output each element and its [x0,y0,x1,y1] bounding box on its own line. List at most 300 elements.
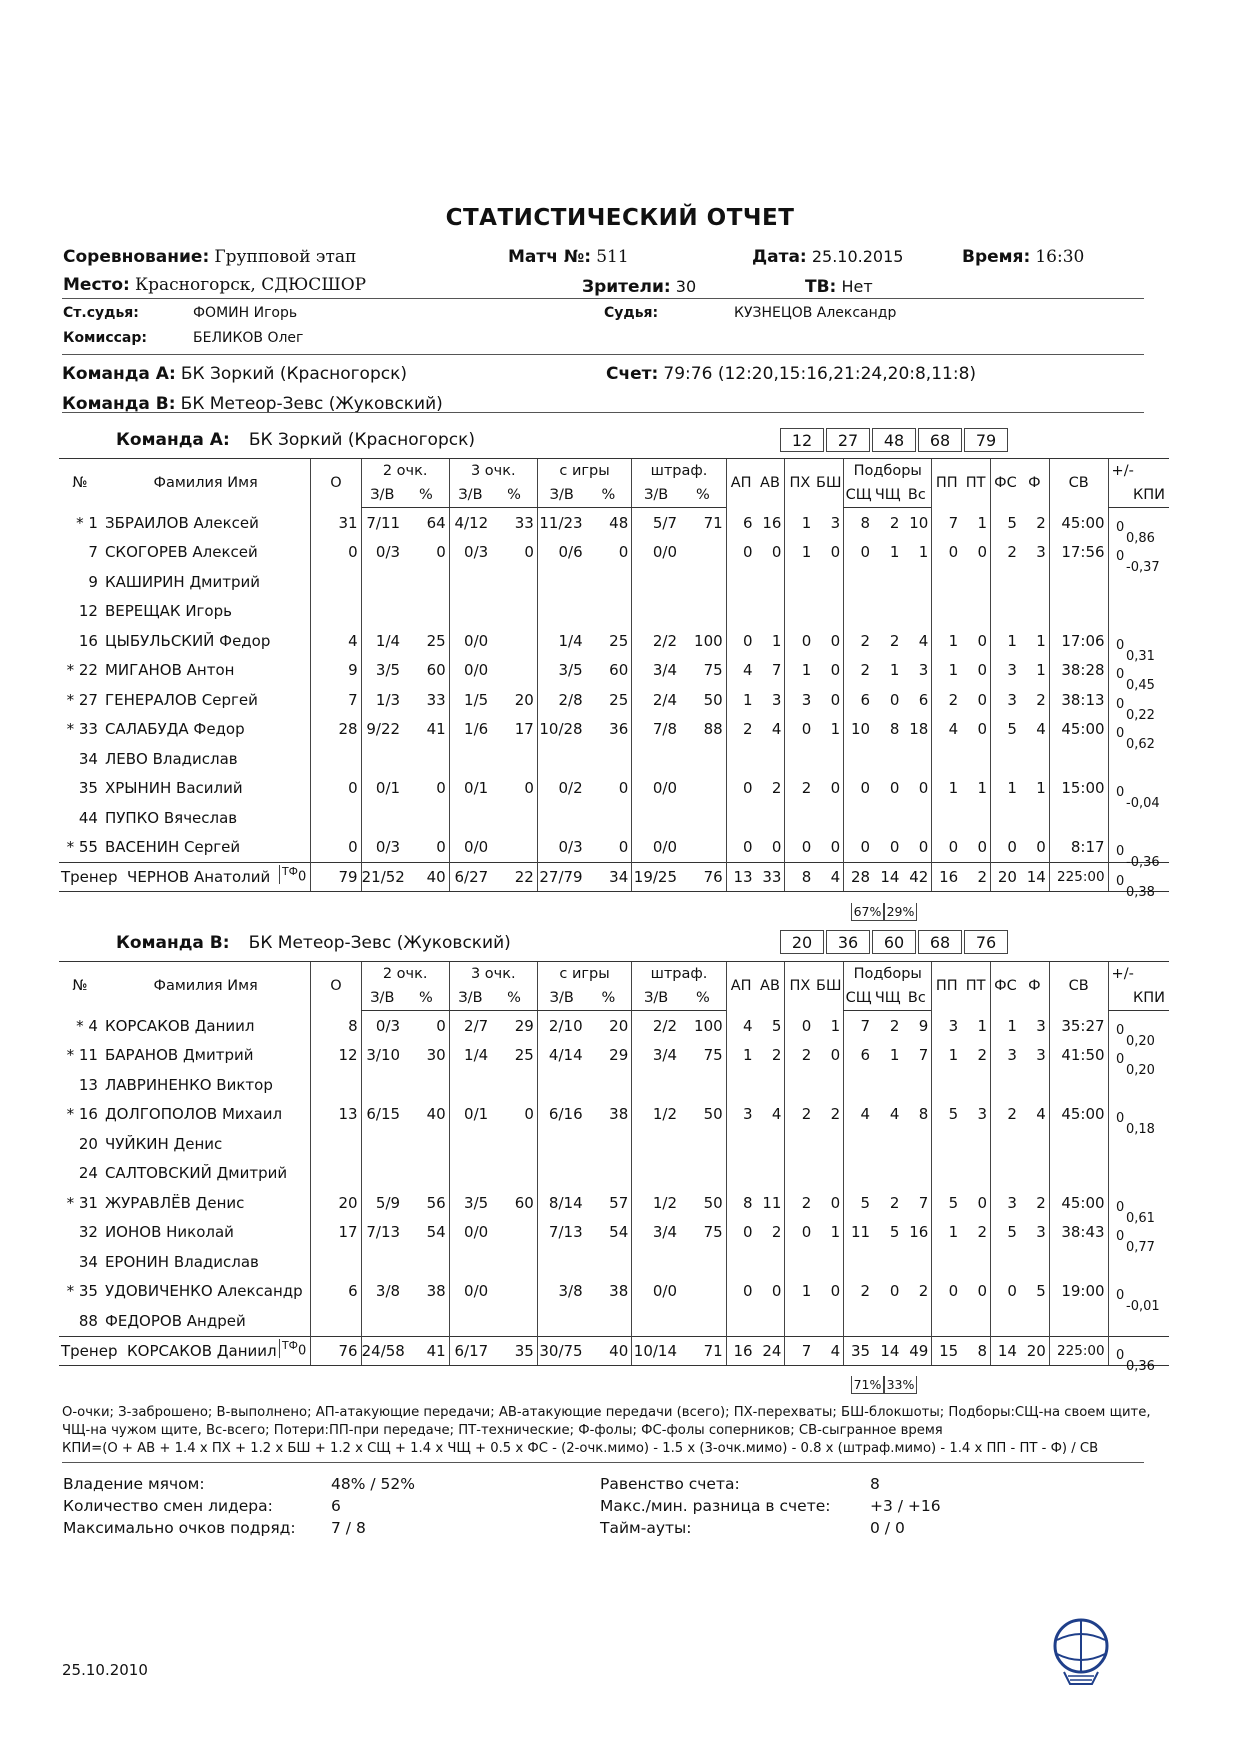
starter-mark: * [66,1193,75,1212]
stat-cell [991,567,1020,597]
tf-label: ТФ [282,1338,298,1352]
stat-cell: 38:13 [1049,685,1108,715]
stat-cell: 4 [889,1105,900,1124]
player-name: СКОГОРЕВ Алексей [104,543,258,562]
total-cell: 14 [1020,863,1049,892]
stat-cell: 56 [426,1193,446,1212]
stat-cell [1020,1129,1049,1159]
stat-cell: 0 [771,838,782,857]
stat-cell: 71 [703,513,723,532]
stat-cell [1049,744,1108,774]
stat-cell: 38 [609,1282,629,1301]
plus-minus: 0 [1116,549,1125,565]
stat-cell: 0 [844,774,873,804]
stat-cell: 75 [703,661,723,680]
stat-cell: 2 [785,774,814,804]
stat-cell [537,1247,585,1277]
coach-label: Тренер [61,868,118,886]
quarter-score: 60 [872,930,916,954]
plus-minus: 0 [1116,844,1125,860]
stat-cell: 25 [514,1046,534,1065]
total-cell: 79 [311,863,361,892]
col-fouls: Ф [1020,459,1049,508]
player-no: 4 [88,1016,98,1035]
totals-row [59,1336,1169,1365]
stat-cell [1049,1247,1108,1277]
stat-cell: 20 [311,1188,361,1218]
stat-cell [1020,744,1049,774]
kpi-cell [1108,597,1169,627]
stat-cell [991,1306,1020,1336]
stat-cell: 6 [311,1277,361,1307]
total-cell: 40 [586,1336,632,1365]
stat-cell: 54 [426,1223,446,1242]
table-row [59,1129,1169,1159]
col-ast-all: АВ [756,962,785,1011]
kpi-value: 0,77 [1126,1240,1155,1256]
stat-cell [491,567,537,597]
stat-cell: 45:00 [1049,1188,1108,1218]
stat-cell: 11 [762,1193,782,1212]
stat-cell: 5/9 [361,1188,403,1218]
stat-cell: 4 [844,1100,873,1130]
stat-cell [932,597,961,627]
stat-cell [844,597,873,627]
col-ft: штраф. [632,459,726,484]
stat-cell: 75 [703,1046,723,1065]
stat-cell [586,1247,632,1277]
stat-cell [1020,1306,1049,1336]
stat-cell: 19:00 [1049,1277,1108,1307]
stat-cell: 4 [1036,1105,1046,1124]
player-name: ЕРОНИН Владислав [104,1252,259,1271]
stat-cell: 1 [932,626,961,656]
stat-cell: 3 [1036,543,1046,562]
stat-cell: 0 [830,1193,841,1212]
stat-cell [961,1247,990,1277]
player-no: 34 [78,1252,98,1271]
stat-cell: 1 [771,631,782,650]
leader-changes-label: Количество смен лидера: [63,1497,273,1515]
stat-cell [756,744,785,774]
stat-cell: 10 [909,513,929,532]
stat-cell: 3/4 [632,656,680,686]
stat-cell: 0 [991,1277,1020,1307]
stat-cell: 1/2 [632,1100,680,1130]
stat-cell [1049,1129,1108,1159]
total-cell: 40 [403,863,449,892]
legend-line: КПИ=(О + АВ + 1.4 х ПХ + 1.2 х БШ + 1.2 х СЩ + 1.4 х ЧЩ + 0.5 х ФС - (2-очк.мимо) - 1.5 х (3-очк.мимо) - 0.8 х (штраф.мимо) - 1.4 х ПП - ПТ - Ф) / СВ [62,1441,1099,1456]
stat-cell: 0 [889,838,900,857]
stat-cell: 0/3 [361,538,403,568]
stat-cell [311,1070,361,1100]
stat-cell [1020,1070,1049,1100]
stat-cell: 33 [514,513,534,532]
player-no: 20 [78,1134,98,1153]
tv-value: Нет [841,277,873,296]
leader-changes-value: 6 [331,1497,341,1515]
stat-cell [403,1247,449,1277]
table-row [59,538,1169,568]
stat-cell [932,1070,961,1100]
stat-cell [844,744,873,774]
col-fouls-drawn: ФС [991,459,1020,508]
stat-cell: 8 [918,1105,929,1124]
player-no: 1 [88,513,98,532]
stat-cell: 2 [977,1046,988,1065]
stat-cell: 2 [889,631,900,650]
stat-cell [756,597,785,627]
stat-cell [361,567,403,597]
stat-cell: 1 [889,1046,900,1065]
stat-cell: 7 [932,508,961,538]
reb-off-pct: 29% [884,903,917,921]
col-fouls-drawn: ФС [991,962,1020,1011]
kpi-cell [1108,626,1169,664]
player-no: 16 [78,1105,98,1124]
starter-mark: * [76,513,84,532]
kpi-cell [1108,1100,1169,1138]
player-no: 22 [78,661,98,680]
stat-cell: 0/1 [361,774,403,804]
kpi-value: -0,36 [1126,855,1160,871]
stat-cell: 11 [844,1218,873,1248]
stat-cell: 0/0 [449,833,491,863]
stat-cell: 0 [830,1282,841,1301]
total-cell: 20 [991,863,1020,892]
stat-cell: 2 [844,1277,873,1307]
stat-cell [785,597,814,627]
total-cell: 8 [785,863,814,892]
col-reb: Подборы [844,962,932,987]
player-no: 9 [88,572,98,591]
stat-cell: 0/0 [632,538,680,568]
player-no: 35 [78,1282,98,1301]
reb-off-pct: 33% [884,1376,917,1394]
stat-cell: 40 [426,1105,446,1124]
stat-cell [873,1070,902,1100]
stat-cell [726,567,755,597]
competition-field [63,247,356,267]
stat-cell: 2 [991,538,1020,568]
legend-line: О-очки; З-заброшено; В-выполнено; АП-атакующие передачи; АВ-атакующие передачи (всего); ПХ-перехваты; БШ-блокшоты; Подборы:СЩ-на своем щите, [62,1405,1151,1420]
player-number [59,538,101,568]
stat-cell [537,803,585,833]
stat-cell: 0 [977,838,988,857]
time-label: Время: [962,247,1031,267]
total-cell: 8 [961,1336,990,1365]
stat-cell: 2 [1036,1193,1046,1212]
player-no: 13 [78,1075,98,1094]
stat-cell: 38 [426,1282,446,1301]
kpi-value: 0,36 [1126,1358,1155,1374]
col-pts: О [311,962,361,1011]
table-row [59,1011,1169,1041]
stat-cell [991,1159,1020,1189]
stat-cell: 7 [771,661,782,680]
stat-cell: 45:00 [1049,1100,1108,1130]
stat-cell [756,803,785,833]
table-row [59,1041,1169,1071]
stat-cell: 2 [889,1016,900,1035]
total-cell: 24 [756,1336,785,1365]
stat-cell [814,744,843,774]
table-row [59,1159,1169,1189]
stat-cell: 1/2 [632,1188,680,1218]
stat-cell [726,1247,755,1277]
legend-divider [62,1462,1144,1463]
technical-fouls [279,865,306,884]
timeouts-value: 0 / 0 [870,1519,905,1537]
stat-cell [902,744,931,774]
stat-cell [311,1159,361,1189]
stat-cell [991,1070,1020,1100]
stat-cell [491,1129,537,1159]
stat-cell: 29 [514,1016,534,1035]
stat-cell [586,803,632,833]
player-name: ЖУРАВЛЁВ Денис [104,1193,245,1212]
player-name: ЛАВРИНЕНКО Виктор [104,1075,273,1094]
stat-cell [873,597,902,627]
total-cell: 10/14 [632,1336,680,1365]
stat-cell [361,1129,403,1159]
stat-cell: 2 [918,1282,929,1301]
stat-cell [491,1218,537,1248]
player-name: ПУПКО Вячеслав [104,808,238,827]
team-b-label: Команда В: [62,394,176,414]
stat-cell [873,1129,902,1159]
match-label: Матч №: [508,247,592,267]
table-row [59,1306,1169,1336]
team-a-value: БК Зоркий (Красногорск) [180,364,407,384]
stat-cell: 7 [844,1011,873,1041]
team-b-section-title [116,933,511,953]
stat-cell: 0 [830,838,841,857]
stat-cell [1020,1247,1049,1277]
stat-cell [844,1306,873,1336]
col-pct: % [586,986,632,1011]
stat-cell [932,1247,961,1277]
col-pct: % [403,986,449,1011]
stat-cell: 3/8 [537,1277,585,1307]
stat-cell: 0/0 [632,833,680,863]
stat-cell: 0 [436,779,446,798]
stat-cell [491,1070,537,1100]
diff-label: Макс./мин. разница в счете: [600,1497,831,1515]
stat-cell: 33 [426,690,446,709]
stat-cell: 60 [426,661,446,680]
stat-cell: 8 [311,1011,361,1041]
quarter-score: 48 [872,428,916,452]
col-time: СВ [1049,459,1108,508]
stat-cell: 45:00 [1049,715,1108,745]
player-name: ВАСЕНИН Сергей [104,838,241,857]
stat-cell: 1/6 [449,715,491,745]
stat-cell: 29 [609,1046,629,1065]
stat-cell: 0 [726,626,755,656]
stat-cell [632,803,680,833]
stat-cell: 0 [830,661,841,680]
stat-cell: 0 [918,838,929,857]
stat-cell [403,1129,449,1159]
total-cell: 16 [932,863,961,892]
col-tov-tech: ПТ [961,962,990,1011]
legend-line: ЧЩ-на чужом щите, Вс-всего; Потери:ПП-при передаче; ПТ-технические; Ф-фолы; ФС-фолы соперников; СВ-сыгранное время [62,1423,943,1438]
stat-cell: 0 [524,543,534,562]
stat-cell: 1 [918,543,929,562]
technical-fouls [279,1339,306,1358]
stat-cell: 41:50 [1049,1041,1108,1071]
stat-cell: 1 [830,720,841,739]
stat-cell [785,803,814,833]
max-run-label: Максимально очков подряд: [63,1519,296,1537]
stat-cell: 9 [918,1016,929,1035]
total-cell: 2 [961,863,990,892]
stat-cell: 1 [991,626,1020,656]
table-row [59,685,1169,715]
stat-cell: 8 [726,1188,755,1218]
plus-minus: 0 [1116,785,1125,801]
player-no: 31 [78,1193,98,1212]
stat-cell: 38:43 [1049,1218,1108,1248]
stat-cell [632,1129,680,1159]
stat-cell: 2 [830,1105,841,1124]
stat-cell [680,803,726,833]
stat-cell: 2 [991,1100,1020,1130]
stat-cell: 1 [991,1011,1020,1041]
col-blk: БШ [814,962,843,1011]
player-no: 34 [78,749,98,768]
stat-cell [491,1277,537,1307]
player-name: ДОЛГОПОЛОВ Михаил [104,1105,283,1124]
stat-cell [873,1247,902,1277]
stat-cell [680,1306,726,1336]
stat-cell: 0 [311,774,361,804]
col-no: № [59,459,101,508]
teams-divider [62,412,1144,413]
col-two: 2 очк. [361,459,449,484]
table-row [59,656,1169,686]
stat-cell [785,1070,814,1100]
stat-cell [814,803,843,833]
stat-cell: 1 [1036,661,1046,680]
commissioner-value: БЕЛИКОВ Олег [193,330,304,346]
stat-cell [902,597,931,627]
stat-cell [756,1129,785,1159]
stat-cell [1049,803,1108,833]
starter-mark: * [66,690,75,709]
col-pm: +/- [1108,962,1169,987]
stat-cell [680,1070,726,1100]
stat-cell [1049,567,1108,597]
player-no: 32 [78,1223,98,1242]
stat-cell: 3/5 [537,656,585,686]
col-made: З/В [449,986,491,1011]
total-cell: 27/79 [537,863,585,892]
table-row [59,715,1169,745]
competition-value: Групповой этап [214,247,357,267]
stat-cell: 0 [436,1016,446,1035]
stat-cell: 0 [830,690,841,709]
player-name: МИГАНОВ Антон [104,661,235,680]
stat-cell: 0 [889,690,900,709]
stat-cell [785,567,814,597]
stat-cell [726,744,755,774]
total-cell: 71 [680,1336,726,1365]
stat-cell [680,538,726,568]
stat-cell: 9/22 [361,715,403,745]
stat-cell: 18 [909,720,929,739]
tv-label: ТВ: [805,277,837,297]
chief-ref-label: Ст.судья: [63,305,139,321]
stat-cell [537,567,585,597]
stat-cell: 7 [918,1046,929,1065]
stat-cell [932,1159,961,1189]
player-number [59,715,101,745]
tf-value: 0 [297,869,307,885]
plus-minus: 0 [1116,637,1125,653]
col-made: З/В [632,986,680,1011]
col-stl: ПХ [785,459,814,508]
stat-cell [844,567,873,597]
stat-cell: 0/1 [449,774,491,804]
col-tov-pass: ПП [932,459,961,508]
stat-cell: 1 [785,538,814,568]
quarter-score: 68 [918,930,962,954]
player-number [59,1306,101,1336]
plus-minus: 0 [1116,1229,1125,1245]
stat-cell: 0 [977,661,988,680]
stat-cell: 60 [514,1193,534,1212]
stat-cell [632,744,680,774]
stat-cell [961,744,990,774]
stat-cell [537,1070,585,1100]
stat-cell [873,744,902,774]
stat-cell [491,744,537,774]
ref-label: Судья: [604,305,659,321]
stat-cell [961,1070,990,1100]
stat-cell [311,744,361,774]
stat-cell: 0 [977,690,988,709]
total-cell: 225:00 [1049,1336,1108,1365]
stat-cell [449,803,491,833]
starter-mark: * [66,1046,75,1065]
match-field [508,247,629,267]
col-pct: % [403,483,449,508]
stat-cell: 1 [1036,631,1046,650]
stat-cell: 0 [844,833,873,863]
player-number [59,803,101,833]
player-name: ЗБРАИЛОВ Алексей [104,513,259,532]
stat-cell [537,597,585,627]
kpi-value: 0,20 [1126,1033,1155,1049]
tv-field [805,277,873,297]
col-three: 3 очк. [449,459,537,484]
stat-cell: 2 [1036,690,1046,709]
max-run-value: 7 / 8 [331,1519,366,1537]
stat-cell: 36 [609,720,629,739]
stat-cell: 0 [436,543,446,562]
stat-cell: 25 [609,690,629,709]
stat-cell [537,744,585,774]
stat-cell: 3 [1036,1046,1046,1065]
stat-cell [403,1306,449,1336]
stat-cell: 64 [426,513,446,532]
score-label: Счет: [606,364,659,384]
stat-cell: 13 [311,1100,361,1130]
stat-cell: 1 [889,543,900,562]
stat-cell [491,597,537,627]
